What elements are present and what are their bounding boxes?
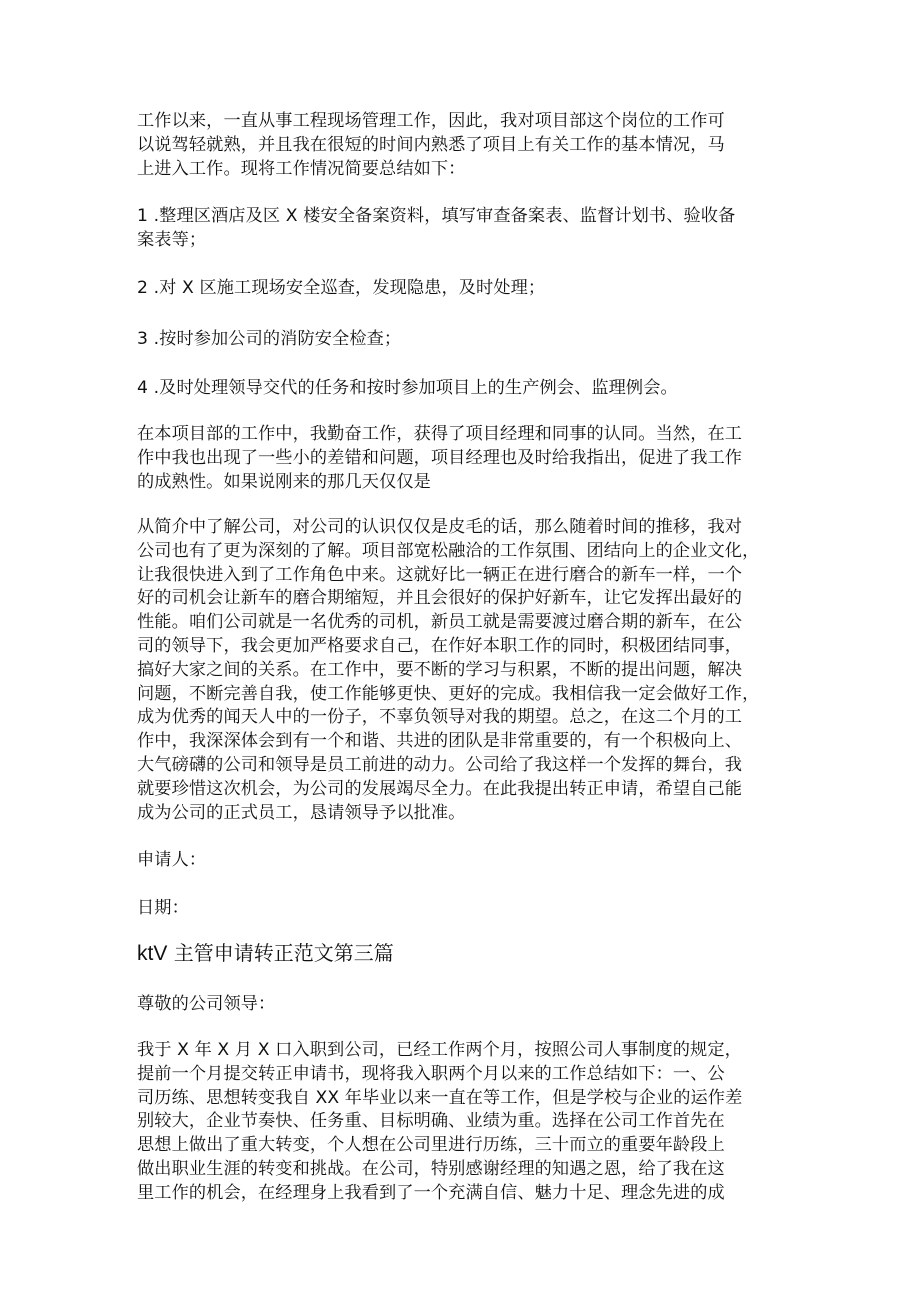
text-line: 成为优秀的闻天人中的一份子，不辜负领导对我的期望。总之，在这二个月的工 [137, 707, 743, 728]
body-paragraph-2 [137, 516, 797, 825]
body-paragraph-1 [137, 423, 797, 494]
intro-paragraph [137, 110, 797, 181]
heading-title: 主管申请转正范文第三篇 [167, 941, 394, 965]
date-label: 日期： [137, 898, 189, 918]
text-line: 别较大，企业节奏快、任务重、目标明确、业绩为重。选择在公司工作首先在 [137, 1111, 725, 1132]
list-item-3 [137, 328, 797, 352]
heading-prefix: ktV [137, 942, 168, 965]
text-line: 从简介中了解公司，对公司的认识仅仅是皮毛的话，那么随着时间的推移，我对 [137, 517, 743, 537]
text-line: 作中，我深深体会到有一个和谐、共进的团队是非常重要的，有一个积极向上、 [137, 731, 743, 752]
list-item-4 [137, 377, 797, 401]
text-line: 公司也有了更为深刻的了解。项目部宽松融洽的工作氛围、团结向上的企业文化， [137, 540, 760, 561]
text-line: 的成熟性。如果说刚来的那几天仅仅是 [137, 471, 431, 492]
text-line: 在本项目部的工作中，我勤奋工作，获得了项目经理和同事的认同。当然，在工 [137, 424, 743, 444]
text-line: 司的领导下，我会更加严格要求自己，在作好本职工作的同时，积极团结同事， [137, 635, 743, 656]
text-line: 就要珍惜这次机会，为公司的发展竭尽全力。在此我提出转正申请，希望自己能 [137, 778, 743, 799]
text-line: 性能。咱们公司就是一名优秀的司机，新员工就是需要渡过磨合期的新车，在公 [137, 612, 743, 633]
body-paragraph-3 [137, 1039, 797, 1206]
text-line: 问题，不断完善自我，使工作能够更快、更好的完成。我相信我一定会做好工作， [137, 683, 760, 704]
applicant-label: 申请人： [137, 850, 207, 870]
text-line: 搞好大家之间的关系。在工作中，要不断的学习与积累，不断的提出问题，解决 [137, 659, 743, 680]
section-heading [137, 940, 394, 967]
text-line: 上进入工作。现将工作情况简要总结如下： [137, 158, 466, 179]
text-line: 1 .整理区酒店及区 X 楼安全备案资料，填写审查备案表、监督计划书、验收备 [137, 206, 736, 226]
text-line: 大气磅礴的公司和领导是员工前进的动力。公司给了我这样一个发挥的舞台，我 [137, 754, 743, 775]
text-line: 司历练、思想转变我自 XX 年毕业以来一直在等工作，但是学校与企业的运作差 [137, 1087, 743, 1108]
text-line: 案表等； [137, 229, 207, 250]
list-item-2 [137, 277, 797, 301]
text-line: 作中我也出现了一些小的差错和问题，项目经理也及时给我指出，促进了我工作 [137, 447, 743, 468]
text-line: 我于 X 年 X 月 X 口入职到公司，已经工作两个月，按照公司人事制度的规定， [137, 1040, 742, 1060]
text-line: 思想上做出了重大转变，个人想在公司里进行历练，三十而立的重要年龄段上 [137, 1135, 725, 1156]
text-line: 好的司机会让新车的磨合期缩短，并且会很好的保护好新车，让它发挥出最好的 [137, 588, 743, 609]
text-line: 2 .对 X 区施工现场安全巡查，发现隐患，及时处理； [137, 278, 546, 298]
text-line: 让我很快进入到了工作角色中来。这就好比一辆正在进行磨合的新车一样，一个 [137, 564, 743, 585]
list-item-1 [137, 205, 797, 253]
salutation: 尊敬的公司领导： [137, 994, 276, 1014]
text-line: 成为公司的正式员工，恳请领导予以批准。 [137, 802, 466, 823]
text-line: 里工作的机会，在经理身上我看到了一个充满自信、魅力十足、理念先进的成 [137, 1182, 725, 1203]
text-line: 做出职业生涯的转变和挑战。在公司，特别感谢经理的知遇之恩，给了我在这 [137, 1158, 725, 1179]
text-line: 3 .按时参加公司的消防安全检查； [137, 329, 402, 349]
text-line: 4 .及时处理领导交代的任务和按时参加项目上的生产例会、监理例会。 [137, 378, 678, 398]
text-line: 以说驾轻就熟，并且我在很短的时间内熟悉了项目上有关工作的基本情况，马 [137, 134, 725, 155]
text-line: 工作以来，一直从事工程现场管理工作，因此，我对项目部这个岗位的工作可 [137, 111, 725, 131]
text-line: 提前一个月提交转正申请书，现将我入职两个月以来的工作总结如下：一、公 [137, 1063, 725, 1084]
